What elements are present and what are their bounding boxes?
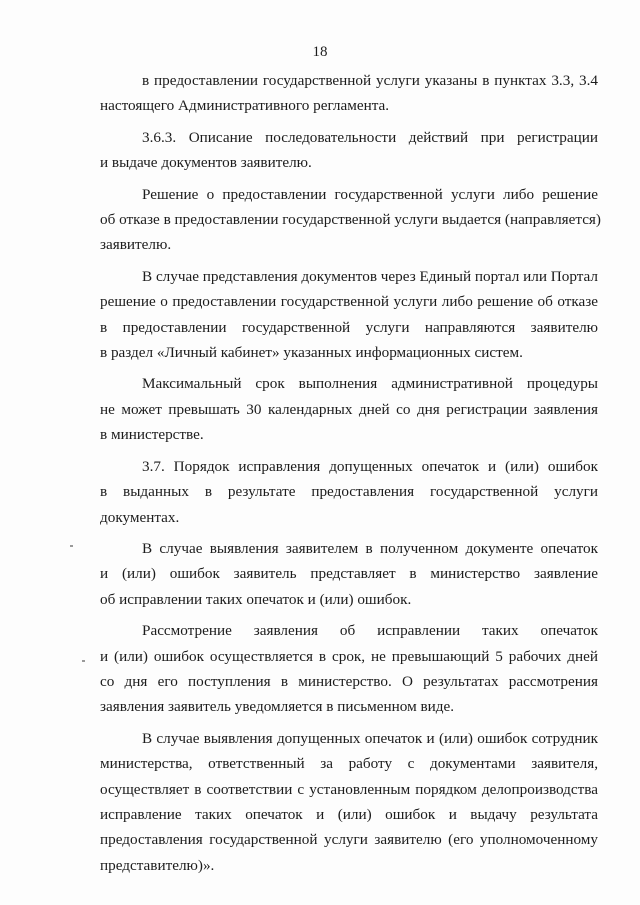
text-line: исправление таких опечаток и (или) ошибок и выдачу результата — [100, 805, 598, 823]
text-line: представителю)». — [100, 856, 215, 874]
paragraph — [100, 371, 598, 447]
text-line: В случае выявления допущенных опечаток и (или) ошибок сотрудник — [142, 729, 598, 747]
text-line: В случае выявления заявителем в полученном документе опечаток — [142, 539, 598, 557]
scan-speck — [82, 660, 85, 662]
text-line: Решение о предоставлении государственной услуги либо решение — [142, 185, 598, 203]
text-line: документах. — [100, 508, 180, 526]
text-line: в раздел «Личный кабинет» указанных информационных систем. — [100, 344, 523, 362]
paragraph — [100, 618, 598, 720]
text-line: и (или) ошибок осуществляется в срок, не превышающий 5 рабочих дней — [100, 647, 598, 665]
text-line: 3.6.3. Описание последовательности действий при регистрации — [142, 128, 598, 146]
paragraph — [100, 536, 598, 612]
text-line: министерства, ответственный за работу с документами заявителя, — [100, 755, 598, 773]
paragraph — [100, 68, 598, 119]
text-line: предоставления государственной услуги заявителю (его уполномоченному — [100, 831, 598, 849]
paragraph — [100, 264, 598, 366]
text-line: заявления заявитель уведомляется в письменном виде. — [100, 698, 455, 716]
text-line: в предоставлении государственной услуги направляются заявителю — [100, 318, 598, 336]
text-line: Максимальный срок выполнения административной процедуры — [142, 375, 598, 393]
text-line: и (или) ошибок заявитель представляет в министерство заявление — [100, 565, 598, 583]
document-body — [100, 68, 601, 884]
text-line: и выдаче документов заявителю. — [100, 154, 312, 172]
text-line: в министерстве. — [100, 426, 204, 444]
page-number: 18 — [312, 44, 328, 60]
paragraph — [100, 726, 598, 878]
text-line: 3.7. Порядок исправления допущенных опечаток и (или) ошибок — [142, 457, 598, 475]
paragraph — [100, 182, 601, 258]
text-line: осуществляет в соответствии с установленным порядком делопроизводства — [100, 780, 598, 798]
text-line: об исправлении таких опечаток и (или) ошибок. — [100, 590, 412, 608]
text-line: решение о предоставлении государственной услуги либо решение об отказе — [100, 293, 598, 311]
paragraph — [100, 125, 598, 176]
paragraph — [100, 454, 598, 530]
scan-speck — [70, 545, 73, 547]
text-line: об отказе в предоставлении государственной услуги выдается (направляется) — [100, 211, 601, 229]
text-line: в предоставлении государственной услуги указаны в пунктах 3.3, 3.4 — [142, 72, 598, 89]
text-line: В случае представления документов через Единый портал или Портал — [142, 267, 598, 285]
text-line: заявителю. — [100, 236, 172, 254]
text-line: в выданных в результате предоставления государственной услуги — [100, 483, 598, 501]
text-line: настоящего Административного регламента. — [100, 97, 390, 115]
text-line: Рассмотрение заявления об исправлении таких опечаток — [142, 622, 598, 640]
text-line: со дня его поступления в министерство. О результатах рассмотрения — [100, 672, 598, 690]
text-line: не может превышать 30 календарных дней со дня регистрации заявления — [100, 400, 598, 418]
